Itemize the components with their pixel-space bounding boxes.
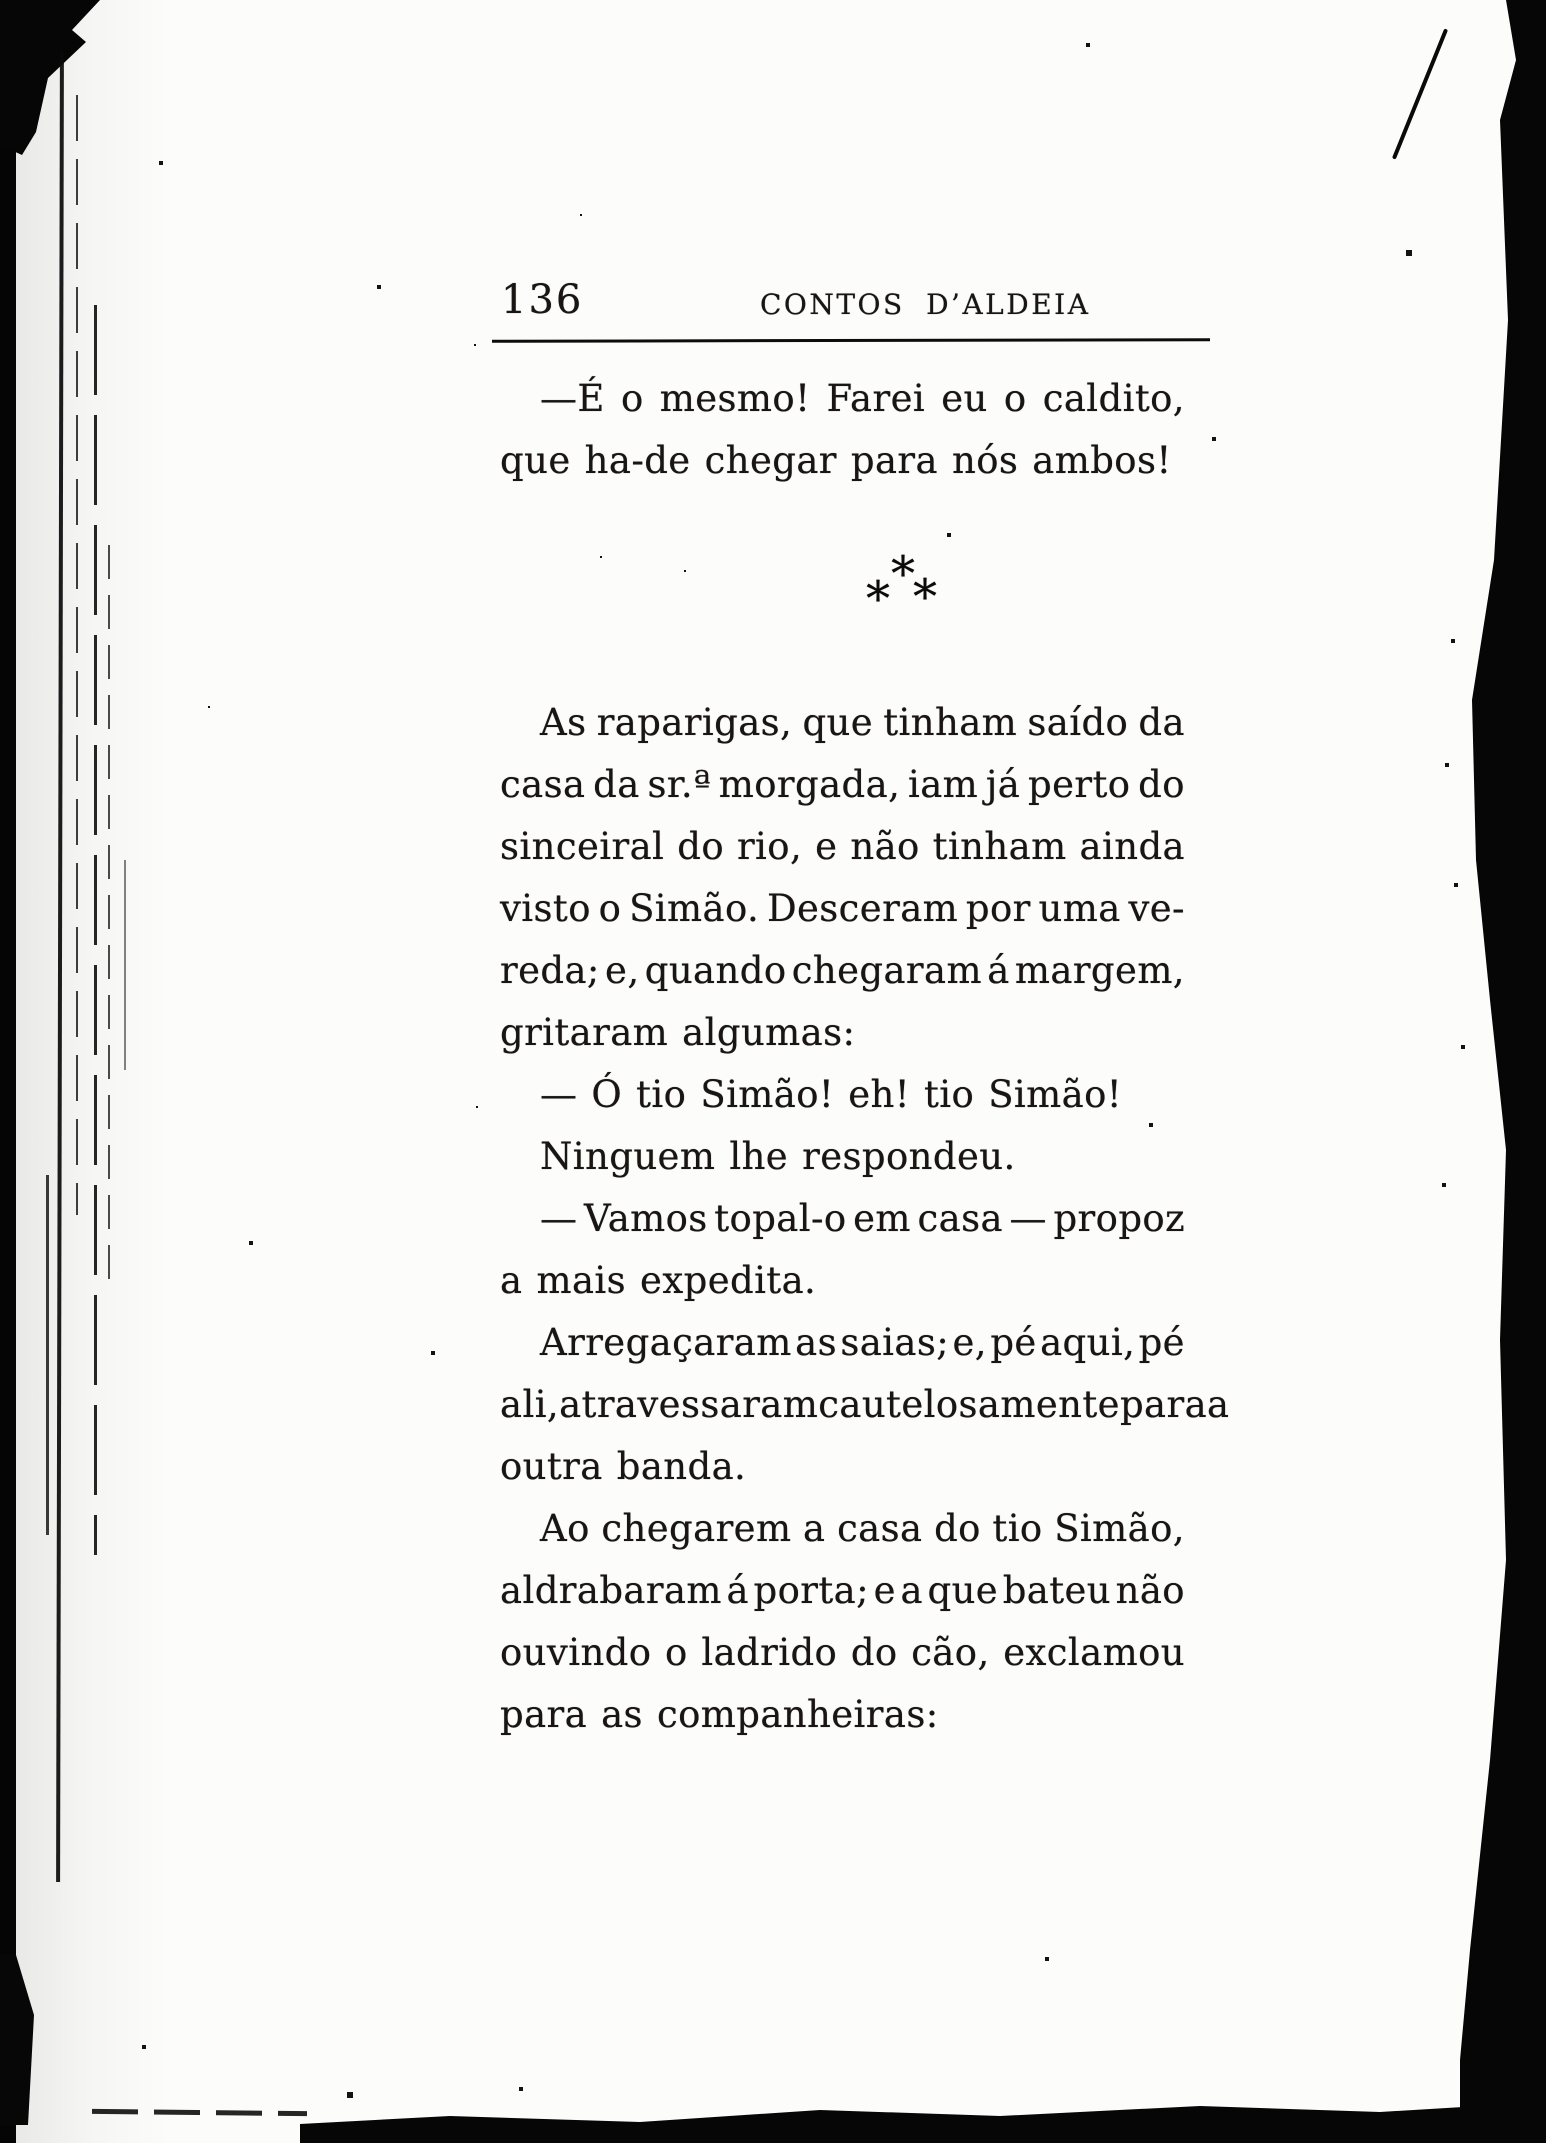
word: o [620,377,644,420]
word: bateu [1002,1569,1112,1612]
word: lhe [729,1135,789,1178]
word: saído [1027,701,1129,744]
word: porta; [753,1569,869,1612]
asterisk-mark: * [891,546,916,602]
word: eu [941,377,988,420]
word: chegarem [601,1507,792,1550]
word: a [803,1507,826,1550]
scan-streak [124,860,126,1070]
word: Simão, [1054,1507,1185,1550]
word: ouvindo [500,1631,652,1674]
text-line [500,1312,1185,1374]
text-line [500,816,1185,878]
word: chegaram [791,949,982,992]
word: pé [1138,1321,1185,1364]
bottom-scan-edge [300,2098,1546,2143]
text-line [500,1436,1185,1498]
word: expedita. [640,1259,817,1302]
word: — [540,1197,578,1240]
word: casa [917,1197,1003,1240]
word: perto [1027,763,1131,806]
text-line [500,1126,1185,1188]
word: em [853,1197,911,1240]
word: — [540,1073,578,1116]
word: por [965,887,1031,930]
word: e, [952,1321,987,1364]
word: para [1119,1383,1208,1426]
word: ha-de [584,439,691,482]
word: gritaram [500,1011,669,1054]
word: tinham [932,825,1067,868]
word: iam [907,763,979,806]
word: caldito, [1042,377,1185,420]
text-line [500,430,1185,492]
word: e [873,1569,896,1612]
word: e [815,825,838,868]
word: sr.ª [647,763,712,806]
word: que [500,439,571,482]
word: tinham [883,701,1018,744]
text-line [500,1250,1185,1312]
word: casa [500,763,586,806]
ink-specks [0,0,2,2]
word: banda. [616,1445,747,1488]
text-line [500,1002,1185,1064]
word: morgada, [718,763,901,806]
page-number: 136 [501,277,584,323]
text-line [500,1684,1185,1746]
text-line [500,368,1185,430]
word: o [598,887,622,930]
word: — [1009,1197,1047,1240]
word: Simão! [988,1073,1123,1116]
scan-streak [46,1175,49,1535]
word: a [900,1569,923,1612]
word: da [1138,701,1185,744]
word: ambos! [1032,439,1172,482]
word: aqui, [1040,1321,1136,1364]
header-rule [492,338,1210,343]
word: outra [500,1445,603,1488]
ink-slash-mark [1392,28,1448,159]
body-lines [500,368,1230,1746]
word: á [726,1569,749,1612]
word: Desceram [766,887,959,930]
running-title: CONTOS D’ALDEIA [760,288,1091,321]
text-line [500,1188,1185,1250]
scan-streak [76,95,78,1215]
word: Farei [826,377,926,420]
text-line [500,1374,1230,1436]
word: do [1138,763,1185,806]
word: ladrido [701,1631,838,1674]
word: chegar [704,439,837,482]
word: que [927,1569,999,1612]
word: saias; [840,1321,950,1364]
word: —É [540,377,605,420]
word: a [1207,1383,1230,1426]
word: não [1115,1569,1185,1612]
text-line [500,1498,1185,1560]
scan-streak [94,305,97,1555]
word: para [850,439,938,482]
word: ainda [1079,825,1185,868]
word: Ao [540,1507,590,1550]
word: casa [837,1507,923,1550]
word: aldrabaram [500,1569,722,1612]
word: uma [1038,887,1121,930]
text-line [500,878,1185,940]
word: sinceiral [500,825,665,868]
word: para [500,1693,588,1736]
word: Vamos [583,1197,708,1240]
asterism-separator [500,492,1185,692]
asterisk-mark: * [866,571,891,627]
word: mesmo! [659,377,811,420]
word: tio [924,1073,975,1116]
word: do [677,825,725,868]
scan-streak [108,545,110,1285]
word: Simão. [629,887,760,930]
text-line [500,754,1185,816]
word: ve- [1128,887,1185,930]
word: do [850,1631,898,1674]
word: do [934,1507,981,1550]
word: mais [536,1259,627,1302]
text-line [500,940,1185,1002]
word: atravessaram [559,1383,819,1426]
word: Ó [591,1073,623,1116]
word: o [665,1631,688,1674]
word: reda; [500,949,600,992]
word: tio [992,1507,1043,1550]
word: pé [990,1321,1037,1364]
word: As [540,701,587,744]
word: margem, [1014,949,1185,992]
word: a [500,1259,523,1302]
binding-shade [0,0,170,2143]
word: não [850,825,920,868]
word: rio, [736,825,803,868]
right-scan-edge [1460,0,1546,2143]
binding-edge [0,0,16,2143]
word: raparigas, [596,701,793,744]
word: quando [644,949,787,992]
word: eh! [848,1073,910,1116]
word: á [987,949,1010,992]
word: cautelosamente [818,1383,1120,1426]
word: respondeu. [802,1135,1016,1178]
word: nós [951,439,1019,482]
word: algumas: [682,1011,856,1054]
word: ali, [500,1383,560,1426]
word: cão, [911,1631,990,1674]
word: as [795,1321,837,1364]
word: que [802,701,874,744]
word: tio [636,1073,687,1116]
word: companheiras: [656,1693,939,1736]
word: exclamou [1003,1631,1185,1674]
word: já [985,763,1021,806]
word: e, [605,949,640,992]
text-line [500,1622,1185,1684]
word: o [1003,377,1027,420]
word: Ninguem [540,1135,716,1178]
word: as [601,1693,643,1736]
asterisk-mark: * [913,569,938,625]
text-line [500,1064,1185,1126]
text-line [500,692,1185,754]
word: da [593,763,640,806]
text-line [500,1560,1185,1622]
word: Arregaçaram [540,1321,792,1364]
word: topal-o [714,1197,847,1240]
word: visto [500,887,591,930]
word: Simão! [700,1073,835,1116]
word: propoz [1053,1197,1185,1240]
